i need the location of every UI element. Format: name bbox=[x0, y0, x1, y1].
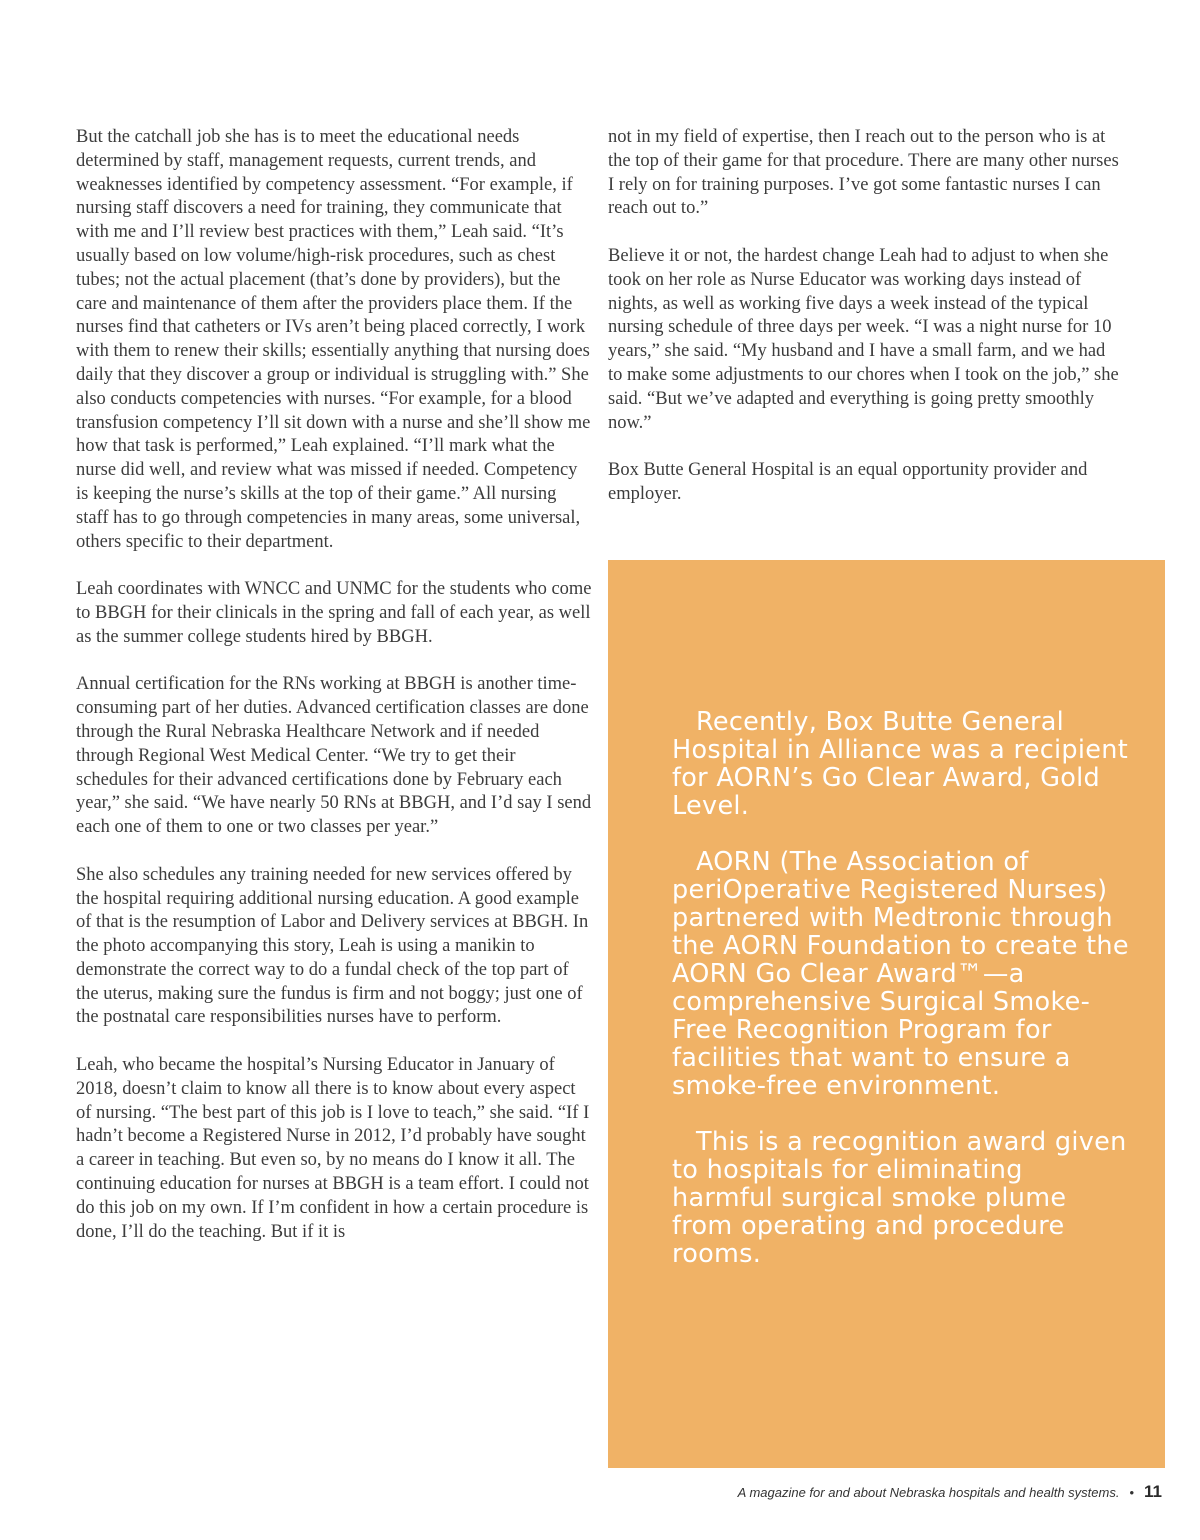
callout-text bbox=[672, 708, 1132, 1296]
article-paragraph: Annual certification for the RNs working at BBGH is another time-consuming part of her duties. Advanced certification classes are done through the Rural Nebraska Healthcare Network and if needed through Regional West Medical Center. “We try to get their schedules for their advanced certifications done by February each year,” she said. “We have nearly 50 RNs at BBGH, and I’d say I send each one of them to one or two classes per year.” bbox=[76, 674, 592, 838]
left-article-column bbox=[76, 126, 592, 1268]
article-paragraph: Leah, who became the hospital’s Nursing Educator in January of 2018, doesn’t claim to know all there is to know about every aspect of nursing. “The best part of this job is I love to teach,” she said. “If I hadn’t become a Registered Nurse in 2012, I’d probably have sought a career in teaching. But even so, by no means do I know it all. The continuing education for nurses at BBGH is a team effort. I could not do this job on my own. If I’m confident in how a certain procedure is done, I’ll do the teaching. But if it is bbox=[76, 1055, 590, 1242]
footer-separator: • bbox=[1129, 1484, 1135, 1500]
article-paragraph: Leah coordinates with WNCC and UNMC for the students who come to BBGH for their clinicals in the spring and fall of each year, as well as the summer college students hired by BBGH. bbox=[76, 579, 592, 647]
page-number: 11 bbox=[1144, 1482, 1162, 1501]
callout-paragraph: AORN (The Association of periOperative Registered Nurses) partnered with Medtronic through the AORN Foundation to create the AORN Go Clear Award™—a comprehensive Surgical Smoke-Free Recognition Program for facilities that want to ensure a smoke-free environment. bbox=[672, 847, 1129, 1101]
article-paragraph: Box Butte General Hospital is an equal opportunity provider and employer. bbox=[608, 460, 1088, 504]
article-paragraph: But the catchall job she has is to meet the educational needs determined by staff, management requests, current trends, and weaknesses identified by competency assessment. “For example, if nursing staff discovers a need for training, they communicate that with me and I’ll review best practices with them,” Leah said. “It’s usually based on low volume/high-risk procedures, such as chest tubes; not the actual placement (that’s done by providers), but the care and maintenance of them after the providers place them. If the nurses find that catheters or IVs aren’t being placed correctly, I work with them to renew their skills; essentially anything that nursing does daily that they discover a group or individual is struggling with.” She also conducts competencies with nurses. “For example, for a blood transfusion competency I’ll sit down with a nurse and she’ll show me how that task is performed,” Leah explained. “I’ll mark what the nurse did well, and review what was missed if needed. Competency is keeping the nurse’s skills at the top of their game.” All nursing staff has to go through competencies in many areas, some universal, others specific to their department. bbox=[76, 127, 591, 552]
right-article-column bbox=[608, 126, 1124, 531]
award-callout-box bbox=[608, 560, 1165, 1468]
callout-paragraph: This is a recognition award given to hospitals for eliminating harmful surgical smoke plume from operating and procedure rooms. bbox=[672, 1127, 1127, 1269]
article-paragraph: She also schedules any training needed for new services offered by the hospital requiring additional nursing education. A good example of that is the resumption of Labor and Delivery services at BBGH. In the photo accompanying this story, Leah is using a manikin to demonstrate the correct way to do a fundal check of the top part of the uterus, making sure the fundus is firm and not boggy; just one of the postnatal care responsibilities nurses have to perform. bbox=[76, 864, 589, 1028]
article-paragraph: not in my field of expertise, then I reach out to the person who is at the top of their game for that procedure. There are many other nurses I rely on for training purposes. I’ve got some fantastic nurses I can reach out to.” bbox=[608, 127, 1119, 219]
article-paragraph: Believe it or not, the hardest change Leah had to adjust to when she took on her role as Nurse Educator was working days instead of nights, as well as working five days a week instead of the typical nursing schedule of three days per week. “I was a night nurse for 10 years,” she said. “My husband and I have a small farm, and we had to make some adjustments to our chores when I took on the job,” she said. “But we’ve adapted and everything is going pretty smoothly now.” bbox=[608, 245, 1119, 433]
page-footer bbox=[738, 1482, 1162, 1502]
footer-tagline: A magazine for and about Nebraska hospitals and health systems. bbox=[737, 1484, 1120, 1500]
callout-paragraph: Recently, Box Butte General Hospital in Alliance was a recipient for AORN’s Go Clear Award, Gold Level. bbox=[672, 707, 1129, 821]
